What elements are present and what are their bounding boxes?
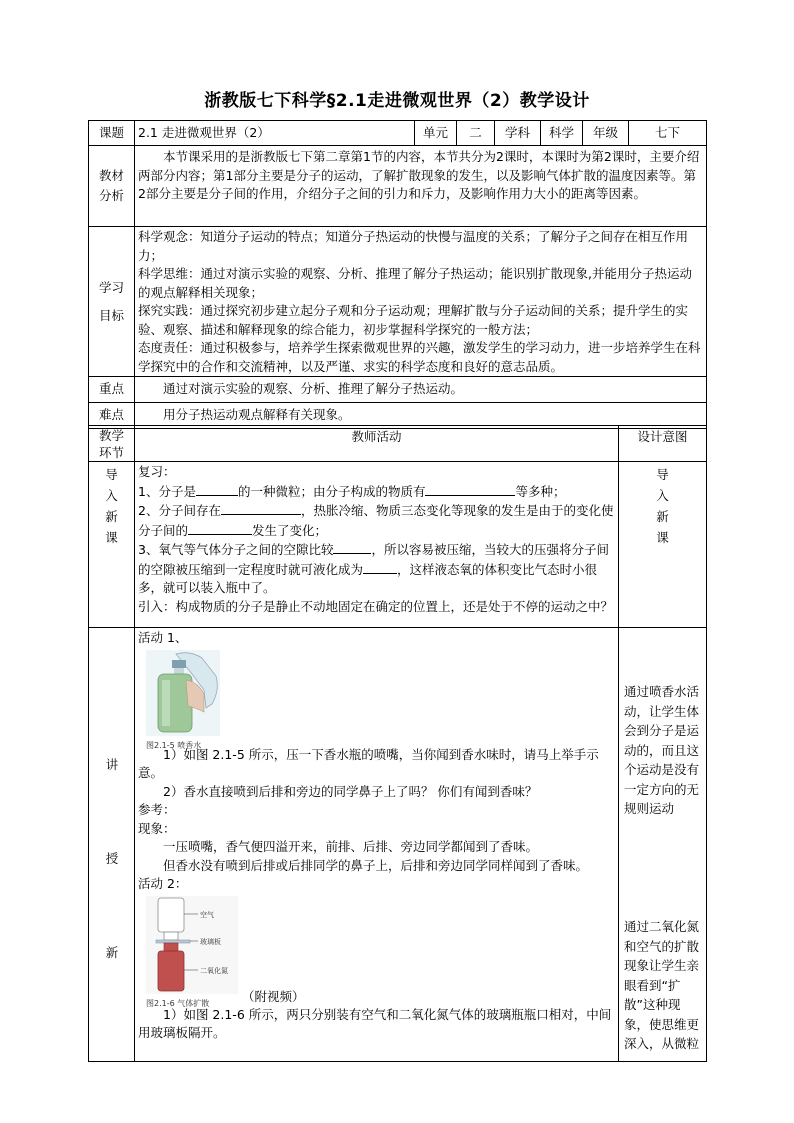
analysis-text: 本节课采用的是浙教版七下第二章第1节的内容，本节共分为2课时，本课时为第2课时，主要介绍两部分内容；第1部分主要是分子的运动，了解扩散现象的发生，以及影响气体扩散的温度因素等。第2部分主要是分子间的作用，介绍分子之间的引力和斥力，及影响作用力大小的距离等因素。 — [135, 146, 707, 227]
topic-label: 课题 — [89, 121, 135, 146]
fill-blank — [196, 482, 238, 496]
goal-concept: 科学观念：知道分子运动的特点；知道分子热运动的快慢与温度的关系；了解分子之间存在相互作用力； — [138, 229, 689, 263]
review-item-1: 1、分子是 的一种微粒；由分子构成的物质有 等多种； — [138, 483, 566, 499]
phenomenon-2: 但香水没有喷到后排或后排同学的鼻子上，后排和旁边同学同样闻到了香味。 — [163, 857, 589, 873]
reference-label: 参考： — [138, 802, 176, 817]
lecture-content — [135, 628, 619, 1062]
grade-value: 七下 — [629, 121, 707, 146]
analysis-label: 教材 分析 — [89, 146, 135, 227]
phenomenon-label: 现象： — [138, 820, 176, 836]
gas-diffusion-figure-block — [138, 894, 615, 1006]
difficult-point-label: 难点 — [89, 403, 135, 429]
goal-thinking: 科学思维：通过对演示实验的观察、分析、推理了解分子热运动；能识别扩散现象,并能用分子热运动的观点解释相关现象； — [138, 266, 692, 300]
fill-blank — [425, 482, 515, 496]
gas-bottles-illustration — [146, 896, 238, 994]
intent-activity-2: 通过二氧化氮和空气的扩散现象让学生亲眼看到“扩散”这种现象，使思维更深入，从微粒 — [624, 919, 700, 1051]
fill-blank — [333, 540, 371, 554]
process-stage-header: 教学 环节 — [89, 426, 135, 462]
review-item-3: 3、氧气等气体分子之间的空隙比较 ，所以容易被压缩，当较大的压强将分子间的空隙被压缩到一定程度时就可液化成为 ，这样液态氧的体积变比气态时小很多，就可以装入瓶中了。 — [138, 542, 609, 595]
goal-attitude: 态度责任：通过积极参与，培养学生探索微观世界的兴趣，激发学生的学习动力，进一步培养学生在科学探究中的合作和交流精神，以及严谨、求实的科学态度和良好的意志品质。 — [138, 340, 701, 374]
subject-label: 学科 — [495, 121, 541, 146]
intro-intent: 导 入 新 课 — [619, 462, 707, 628]
phenomenon-1: 一压喷嘴，香气便四溢开来，前排、后排、旁边同学都闻到了香味。 — [163, 839, 539, 854]
info-table — [88, 120, 707, 429]
figure-2-caption: 图2.1-6 气体扩散 — [146, 999, 210, 1008]
difficult-point-text: 用分子热运动观点解释有关现象。 — [135, 403, 707, 429]
figure-1-caption: 图2.1-5 喷香水 — [146, 741, 202, 750]
fill-blank — [363, 560, 397, 574]
intro-content — [135, 462, 619, 628]
process-teacher-header: 教师活动 — [135, 426, 619, 462]
gas-diffusion-figure — [146, 896, 238, 1006]
activity-2-question-1: 1）如图 2.1-6 所示，两只分别装有空气和二氧化氮气体的玻璃瓶瓶口相对，中间用玻璃板隔开。 — [138, 1006, 612, 1040]
lecture-stage-label: 讲 授 新 — [89, 628, 135, 1062]
activity-2-title: 活动 2： — [138, 876, 188, 891]
goals-text — [135, 227, 707, 377]
intent-activity-1: 通过喷香水活动，让学生体会到分子是运动的，而且这个运动是没有一定方向的无规则运动 — [624, 684, 700, 816]
video-note: （附视频） — [242, 988, 305, 1004]
intro-stage-label: 导 入 新 课 — [89, 462, 135, 628]
unit-label: 单元 — [415, 121, 457, 146]
process-table — [88, 425, 707, 1062]
fig2-label-air: 空气 — [200, 910, 214, 919]
fill-blank — [188, 521, 252, 535]
fig2-label-glass: 玻璃板 — [200, 937, 221, 946]
perfume-figure — [146, 650, 220, 750]
review-item-2: 2、分子间存在 ，热胀冷缩、物质三态变化等现象的发生是由于的变化使分子间的 发生了变化； — [138, 503, 614, 538]
perfume-spray-illustration — [146, 650, 220, 736]
review-title: 复习： — [138, 464, 176, 479]
activity-1-question-2: 2）香水直接喷到后排和旁边的同学鼻子上了吗？ 你们有闻到香味？ — [163, 783, 538, 799]
key-point-text: 通过对演示实验的观察、分析、推理了解分子热运动。 — [135, 377, 707, 403]
topic-value: 2.1 走进微观世界（2） — [135, 121, 415, 146]
goals-label: 学习 目标 — [89, 227, 135, 377]
fill-blank — [221, 501, 301, 515]
goal-practice: 探究实践：通过探究初步建立起分子观和分子运动观；理解扩散与分子运动间的关系；提升学生的实验、观察、描述和解释现象的综合能力，初步掌握科学探究的一般方法； — [138, 303, 689, 337]
grade-label: 年级 — [583, 121, 629, 146]
activity-1-question-1: 1）如图 2.1-5 所示，压一下香水瓶的喷嘴，当你闻到香水味时，请马上举手示意。 — [138, 746, 599, 780]
activity-1-title: 活动 1、 — [138, 630, 188, 645]
unit-value: 二 — [457, 121, 495, 146]
subject-value: 科学 — [541, 121, 583, 146]
fig2-label-no2: 二氧化氮 — [200, 966, 228, 975]
document-title: 浙教版七下科学§2.1走进微观世界（2）教学设计 — [204, 91, 590, 111]
lead-in: 引入：构成物质的分子是静止不动地固定在确定的位置上，还是处于不停的运动之中？ — [138, 598, 614, 614]
key-point-label: 重点 — [89, 377, 135, 403]
lecture-intent — [619, 628, 707, 1062]
process-intent-header: 设计意图 — [619, 426, 707, 462]
